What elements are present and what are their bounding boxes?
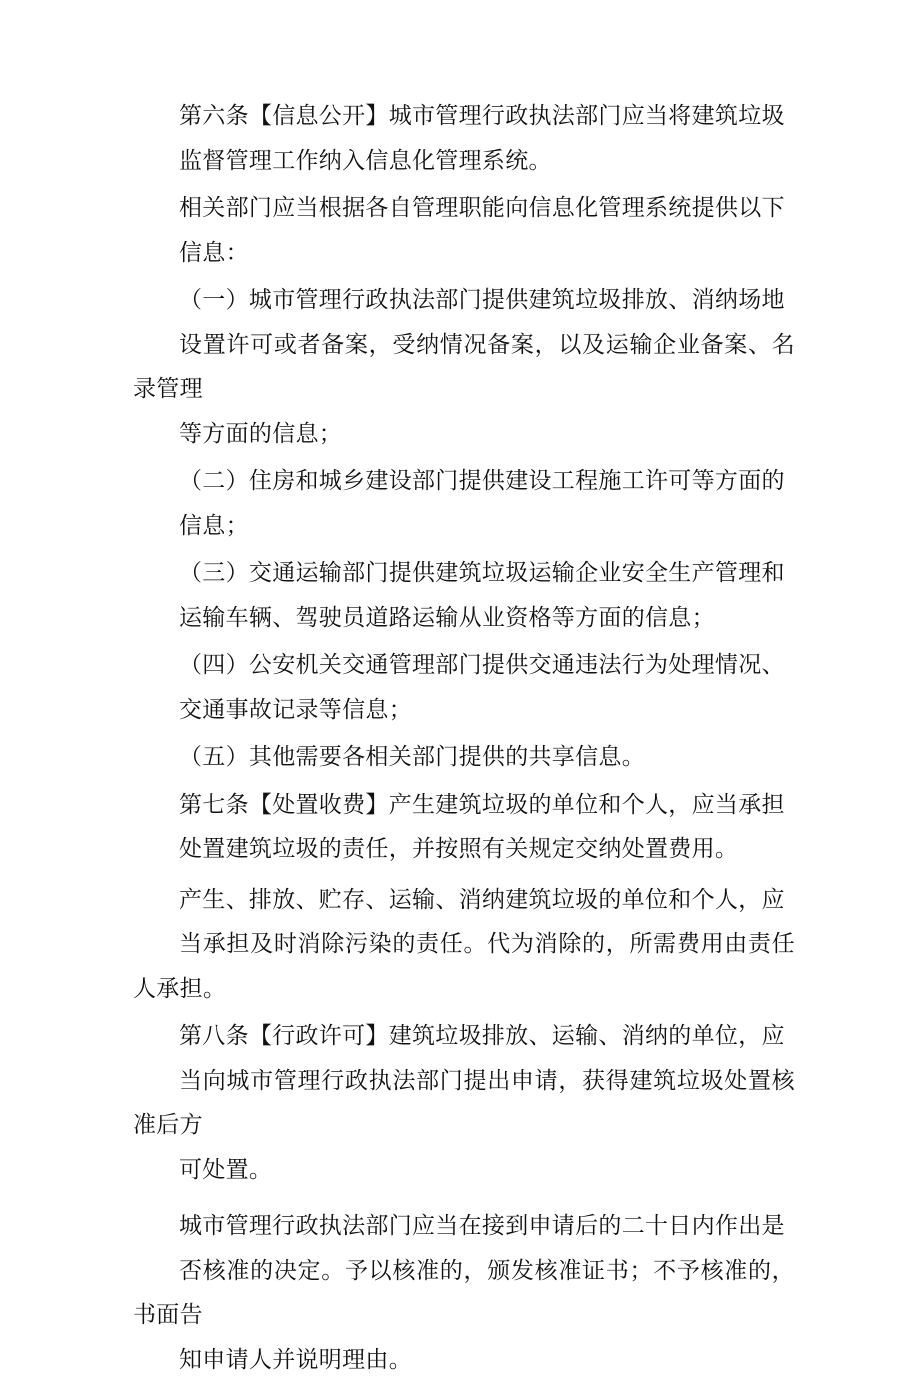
text-line: 设置许可或者备案，受纳情况备案，以及运输企业备案、名录管理 — [133, 323, 795, 412]
paragraph-item-3 — [133, 551, 795, 640]
paragraph-article-6 — [133, 94, 795, 183]
text-line: 处置建筑垃圾的责任，并按照有关规定交纳处置费用。 — [133, 827, 795, 872]
document-page — [133, 94, 795, 1382]
text-line: 当承担及时消除污染的责任。代为消除的，所需费用由责任人承担。 — [133, 922, 795, 1011]
text-line: 可处置。 — [133, 1148, 795, 1193]
paragraph-item-5 — [133, 735, 795, 780]
text-line: 等方面的信息； — [133, 412, 795, 457]
text-line: 第七条【处置收费】产生建筑垃圾的单位和个人，应当承担 — [133, 783, 795, 828]
text-line: 相关部门应当根据各自管理职能向信息化管理系统提供以下 — [133, 186, 795, 231]
text-line: 第六条【信息公开】城市管理行政执法部门应当将建筑垃圾 — [133, 94, 795, 139]
text-line: （三）交通运输部门提供建筑垃圾运输企业安全生产管理和 — [133, 551, 795, 596]
text-line: 否核准的决定。予以核准的，颁发核准证书；不予核准的，书面告 — [133, 1249, 795, 1338]
text-line: （一）城市管理行政执法部门提供建筑垃圾排放、消纳场地 — [133, 278, 795, 323]
paragraph-article-8 — [133, 1014, 795, 1192]
text-line: （二）住房和城乡建设部门提供建设工程施工许可等方面的 — [133, 459, 795, 504]
text-line: 知申请人并说明理由。 — [133, 1338, 795, 1382]
paragraph-item-1 — [133, 278, 795, 456]
paragraph-departments-intro — [133, 186, 795, 275]
text-line: 当向城市管理行政执法部门提出申请，获得建筑垃圾处置核准后方 — [133, 1059, 795, 1148]
text-line: 监督管理工作纳入信息化管理系统。 — [133, 139, 795, 184]
paragraph-item-2 — [133, 459, 795, 548]
text-line: （四）公安机关交通管理部门提供交通违法行为处理情况、 — [133, 643, 795, 688]
text-line: 产生、排放、贮存、运输、消纳建筑垃圾的单位和个人，应 — [133, 878, 795, 923]
text-line: 运输车辆、驾驶员道路运输从业资格等方面的信息； — [133, 596, 795, 641]
text-line: 第八条【行政许可】建筑垃圾排放、运输、消纳的单位，应 — [133, 1014, 795, 1059]
paragraph-item-4 — [133, 643, 795, 732]
paragraph-approval-decision — [133, 1204, 795, 1382]
text-line: 交通事故记录等信息； — [133, 688, 795, 733]
text-line: （五）其他需要各相关部门提供的共享信息。 — [133, 735, 795, 780]
paragraph-article-7 — [133, 783, 795, 872]
text-line: 信息； — [133, 504, 795, 549]
paragraph-pollution-responsibility — [133, 878, 795, 1012]
text-line: 城市管理行政执法部门应当在接到申请后的二十日内作出是 — [133, 1204, 795, 1249]
text-line: 信息： — [133, 231, 795, 276]
